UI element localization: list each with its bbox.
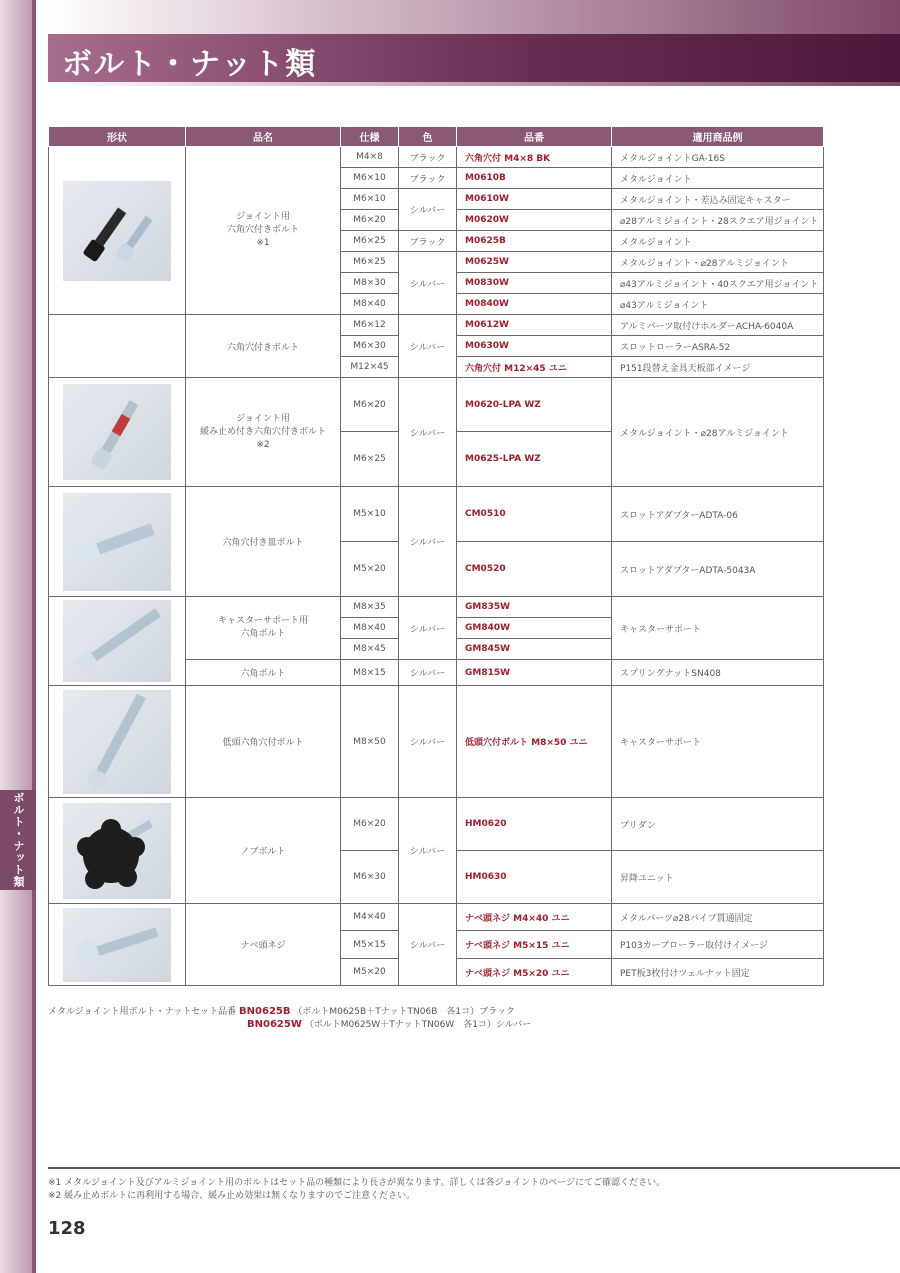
product-name: 六角ボルト (186, 660, 341, 686)
table-row (49, 686, 824, 798)
spec-cell: M8×50 (341, 686, 399, 798)
application-cell: アルミパーツ取付けホルダーACHA-6040A (612, 315, 824, 336)
header-part-number: 品番 (457, 127, 612, 147)
spec-cell: M5×15 (341, 931, 399, 959)
photo-cell (49, 686, 186, 798)
spec-cell: M6×20 (341, 378, 399, 432)
left-rule (32, 0, 36, 1273)
set-line-2 (247, 1017, 531, 1030)
application-cell: スロットアダプターADTA-5043A (612, 542, 824, 597)
spec-cell: M6×30 (341, 336, 399, 357)
spec-cell: M5×20 (341, 542, 399, 597)
application-cell: メタルジョイント・⌀28アルミジョイント (612, 378, 824, 487)
spec-cell: M6×10 (341, 189, 399, 210)
spec-cell: M6×10 (341, 168, 399, 189)
product-name: 低頭六角穴付ボルト (186, 686, 341, 798)
part-number[interactable]: GM840W (457, 618, 612, 639)
part-number[interactable]: M0620W (457, 210, 612, 231)
spec-cell: M5×10 (341, 487, 399, 542)
table-row (49, 798, 824, 851)
part-number[interactable]: M0612W (457, 315, 612, 336)
spec-cell: M6×25 (341, 252, 399, 273)
product-name-line2: 緩み止め付き六角穴付きボルト (199, 426, 326, 437)
color-cell: ブラック (399, 147, 457, 168)
set-label: メタルジョイント用ボルト・ナットセット品番 (48, 1007, 237, 1017)
part-number[interactable]: GM815W (457, 660, 612, 686)
product-name: 六角穴付きボルト (186, 315, 341, 378)
color-cell: ブラック (399, 168, 457, 189)
product-name: ナベ頭ネジ (186, 904, 341, 986)
color-cell: シルバー (399, 660, 457, 686)
spec-cell: M5×20 (341, 959, 399, 986)
application-cell: ⌀28アルミジョイント・28スクエア用ジョイント (612, 210, 824, 231)
table-row (49, 315, 824, 336)
part-number[interactable]: M0840W (457, 294, 612, 315)
color-cell: ブラック (399, 231, 457, 252)
product-note: ※1 (256, 238, 270, 248)
name-cell (186, 597, 341, 660)
name-cell (186, 147, 341, 315)
table-row (49, 147, 824, 168)
spec-cell: M6×25 (341, 432, 399, 487)
color-cell: シルバー (399, 189, 457, 231)
spec-cell: M6×20 (341, 798, 399, 851)
spec-cell: M6×30 (341, 851, 399, 904)
color-cell: シルバー (399, 686, 457, 798)
part-number[interactable]: CM0520 (457, 542, 612, 597)
application-cell: スプリングナットSN408 (612, 660, 824, 686)
spec-cell: M12×45 (341, 357, 399, 378)
part-number[interactable]: M0625-LPA WZ (457, 432, 612, 487)
application-cell: ⌀43アルミジョイント・40スクエア用ジョイント (612, 273, 824, 294)
part-number[interactable]: CM0510 (457, 487, 612, 542)
part-number[interactable]: GM835W (457, 597, 612, 618)
spec-cell: M4×8 (341, 147, 399, 168)
page-title: ボルト・ナット類 (62, 47, 318, 82)
part-number[interactable]: M0630W (457, 336, 612, 357)
hex-bolt-photo (63, 600, 171, 682)
product-name: ノブボルト (186, 798, 341, 904)
part-number[interactable]: HM0620 (457, 798, 612, 851)
part-number[interactable]: ナベ頭ネジ M5×15 ユニ (457, 931, 612, 959)
application-cell: スロットアダプターADTA-06 (612, 487, 824, 542)
color-cell: シルバー (399, 252, 457, 315)
part-number[interactable]: M0625B (457, 231, 612, 252)
header-spec: 仕様 (341, 127, 399, 147)
knob-bolt-photo (63, 803, 171, 899)
set-desc: （ボルトM0625W＋TナットTN06W 各1コ）シルバー (304, 1020, 532, 1030)
application-cell: メタルジョイント・⌀28アルミジョイント (612, 252, 824, 273)
table-row (49, 378, 824, 432)
part-number[interactable]: M0625W (457, 252, 612, 273)
product-name-line1: ジョイント用 (236, 413, 290, 424)
parts-table (48, 126, 824, 986)
page-number: 128 (48, 1218, 86, 1239)
part-number[interactable]: ナベ頭ネジ M5×20 ユニ (457, 959, 612, 986)
header-name: 品名 (186, 127, 341, 147)
product-note: ※2 (256, 439, 270, 450)
part-number[interactable]: GM845W (457, 639, 612, 660)
spec-cell: M8×30 (341, 273, 399, 294)
flat-head-bolt-photo (63, 493, 171, 591)
locking-bolt-photo (63, 384, 171, 480)
application-cell: ⌀43アルミジョイント (612, 294, 824, 315)
part-number[interactable]: M0610B (457, 168, 612, 189)
product-name-line1: ジョイント用 (236, 212, 290, 222)
application-cell: スロットローラーASRA-52 (612, 336, 824, 357)
photo-cell (49, 904, 186, 986)
footer-rule (48, 1167, 900, 1169)
part-number[interactable]: ナベ頭ネジ M4×40 ユニ (457, 904, 612, 931)
photo-cell (49, 487, 186, 597)
color-cell: シルバー (399, 798, 457, 904)
table-header-row (49, 127, 824, 147)
left-margin-bar (0, 0, 36, 1273)
color-cell: シルバー (399, 904, 457, 986)
product-name-line2: 六角ボルト (240, 629, 286, 639)
product-name: 六角穴付き皿ボルト (186, 487, 341, 597)
product-name-line2: 六角穴付きボルト (226, 225, 299, 235)
header-shape: 形状 (49, 127, 186, 147)
part-number[interactable]: M0830W (457, 273, 612, 294)
set-code[interactable]: BN0625B (239, 1006, 291, 1017)
spec-cell: M8×35 (341, 597, 399, 618)
socket-bolt-photo (63, 181, 171, 281)
application-cell: キャスターサポート (612, 597, 824, 660)
application-cell: メタルパーツ⌀28パイプ貫通固定 (612, 904, 824, 931)
application-cell: P151段替え金具天板部イメージ (612, 357, 824, 378)
photo-cell-empty (49, 315, 186, 378)
part-number[interactable]: 六角穴付 M4×8 BK (457, 147, 612, 168)
low-head-bolt-photo (63, 690, 171, 794)
table-row (49, 487, 824, 542)
footnote-1: ※1 メタルジョイント及びアルミジョイント用のボルトはセット品の種類により長さが異なります。詳しくは各ジョイントのページにてご確認ください。 (48, 1178, 666, 1188)
photo-cell (49, 798, 186, 904)
color-cell: シルバー (399, 378, 457, 487)
part-number[interactable]: 六角穴付 M12×45 ユニ (457, 357, 612, 378)
application-cell: メタルジョイント (612, 168, 824, 189)
pan-head-screw-photo (63, 908, 171, 982)
spec-cell: M4×40 (341, 904, 399, 931)
photo-cell (49, 597, 186, 686)
application-cell: プリダン (612, 798, 824, 851)
footnote-2: ※2 緩み止めボルトに再利用する場合、緩み止め効果は無くなりますのでご注意ください。 (48, 1191, 416, 1201)
application-cell: 昇降ユニット (612, 851, 824, 904)
table-row (49, 597, 824, 618)
application-cell: メタルジョイントGA-16S (612, 147, 824, 168)
part-number[interactable]: M0620-LPA WZ (457, 378, 612, 432)
set-desc: （ボルトM0625B＋TナットTN06B 各1コ）ブラック (293, 1007, 515, 1017)
color-cell: シルバー (399, 315, 457, 378)
photo-cell (49, 147, 186, 315)
set-code[interactable]: BN0625W (247, 1019, 302, 1030)
spec-cell: M6×25 (341, 231, 399, 252)
side-tab[interactable]: ボルト・ナット類 (0, 790, 36, 890)
application-cell: メタルジョイント・差込み固定キャスター (612, 189, 824, 210)
part-number[interactable]: 低頭穴付ボルト M8×50 ユニ (457, 686, 612, 798)
name-cell (186, 378, 341, 487)
application-cell: P103カーブローラー取付けイメージ (612, 931, 824, 959)
spec-cell: M8×45 (341, 639, 399, 660)
header-color: 色 (399, 127, 457, 147)
color-cell: シルバー (399, 487, 457, 597)
part-number[interactable]: M0610W (457, 189, 612, 210)
spec-cell: M8×40 (341, 294, 399, 315)
product-name-line1: キャスターサポート用 (217, 616, 308, 626)
part-number[interactable]: HM0630 (457, 851, 612, 904)
set-line-1 (48, 1004, 515, 1017)
spec-cell: M6×12 (341, 315, 399, 336)
spec-cell: M6×20 (341, 210, 399, 231)
application-cell: キャスターサポート (612, 686, 824, 798)
header-title-bar (48, 34, 900, 82)
color-cell: シルバー (399, 597, 457, 660)
application-cell: メタルジョイント (612, 231, 824, 252)
spec-cell: M8×40 (341, 618, 399, 639)
spec-cell: M8×15 (341, 660, 399, 686)
header-application: 適用商品例 (612, 127, 824, 147)
photo-cell (49, 378, 186, 487)
table-row (49, 904, 824, 931)
application-cell: PET板3枚付けツェルナット固定 (612, 959, 824, 986)
